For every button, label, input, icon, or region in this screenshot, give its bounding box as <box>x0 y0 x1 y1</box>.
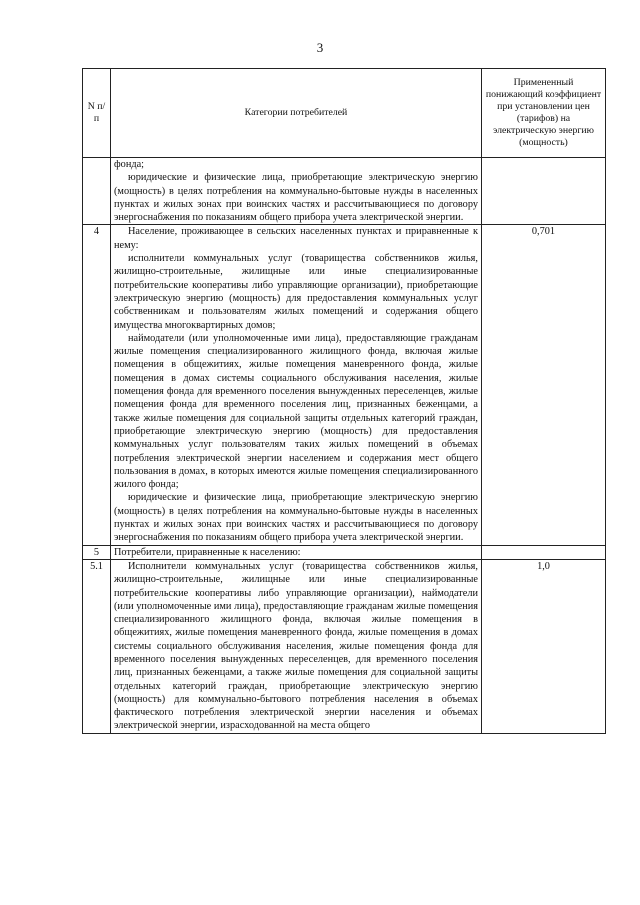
row-coefficient <box>482 158 606 225</box>
row-category <box>111 559 482 733</box>
tariff-coefficient-table <box>82 68 606 734</box>
row-coefficient: 0,701 <box>482 225 606 545</box>
row-number: 5 <box>83 545 111 559</box>
table-row <box>83 559 606 733</box>
row-number <box>83 158 111 225</box>
category-paragraph: исполнители коммунальных услуг (товарищества собственников жилья, жилищно-строительные, жилищные или иные специализированные потребительские кооперативы либо управляющие организации), приобретающие электрическую энергию (мощность) для предоставления коммунальных услуг собственникам и пользователям жилых помещений и содержания общего имущества многоквартирных домов; <box>114 253 478 331</box>
table-header-row <box>83 69 606 158</box>
page-number: 3 <box>316 40 324 55</box>
row-coefficient <box>482 545 606 559</box>
row-category <box>111 545 482 559</box>
category-paragraph: Потребители, приравненные к населению: <box>114 546 301 558</box>
category-paragraph: наймодатели (или уполномоченные ими лица), предоставляющие гражданам жилые помещения специализированного жилищного фонда, включая жилые помещения в общежитиях, жилые помещения маневренного фонда, жилые помещения в домах системы социального обслуживания населения, жилые помещения фонда для временного поселения вынужденных переселенцев, жилые помещения фонда для временного поселения лиц, признанных беженцами, а также жилые помещения для социальной защиты отдельных категорий граждан, приобретающие электрическую энергию (мощность) для предоставления коммунальных услуг пользователям таких жилых помещений в объемах потребления электрической энергии населением и содержания мест общего пользования в домах, в которых имеются жилые помещения специализированного жилого фонда; <box>114 332 478 491</box>
row-category <box>111 158 482 225</box>
header-number: N п/п <box>83 69 111 158</box>
row-number: 4 <box>83 225 111 545</box>
header-category: Категории потребителей <box>111 69 482 158</box>
category-paragraph: юридические и физические лица, приобретающие электрическую энергию (мощность) в целях потребления на коммунально-бытовые нужды в населенных пунктах и жилых зонах при воинских частях и рассчитывающиеся по договору энергоснабжения по показаниям общего прибора учета электрической энергии. <box>114 172 478 224</box>
row-coefficient: 1,0 <box>482 559 606 733</box>
table-row <box>83 225 606 545</box>
table-row <box>83 545 606 559</box>
category-paragraph: фонда; <box>114 159 145 170</box>
row-category <box>111 225 482 545</box>
category-paragraph: Исполнители коммунальных услуг (товарищества собственников жилья, жилищно-строительные, жилищные или иные специализированные потребительские кооперативы либо управляющие организации), наймодатели (или уполномоченные ими лица), предоставляющие гражданам жилые помещения специализированного жилищного фонда, включая жилые помещения в общежитиях, жилые помещения маневренного фонда, жилые помещения в домах системы социального обслуживания населения, жилые помещения фонда для временного поселения вынужденных переселенцев, для временного поселения лиц, признанных беженцами, а также жилые помещения для социальной защиты отдельных категорий граждан, приобретающие электрическую энергию (мощность) для коммунально-бытового потребления населения в объемах фактического потребления электрической энергии населения и объемах электрической энергии, израсходованной на места общего <box>114 560 478 732</box>
category-paragraph: юридические и физические лица, приобретающие электрическую энергию (мощность) в целях потребления на коммунально-бытовые нужды в населенных пунктах и жилых зонах при воинских частях и рассчитывающиеся по договору энергоснабжения по показаниям общего прибора учета электрической энергии. <box>114 492 478 544</box>
header-coefficient: Примененный понижающий коэффициент при установлении цен (тарифов) на электрическую энергию (мощность) <box>482 69 606 158</box>
row-number: 5.1 <box>83 559 111 733</box>
table-row <box>83 158 606 225</box>
category-paragraph: Население, проживающее в сельских населенных пунктах и приравненные к нему: <box>114 226 478 251</box>
